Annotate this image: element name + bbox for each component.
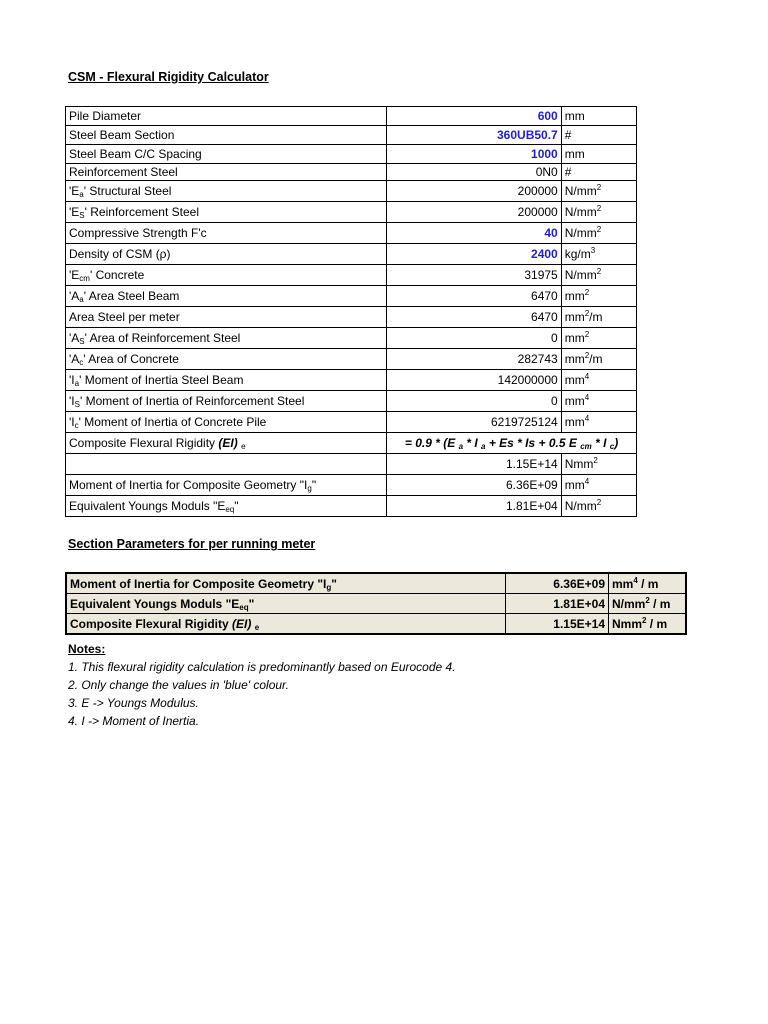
row-ia bbox=[66, 370, 637, 391]
row-es bbox=[66, 202, 637, 223]
row-ei-formula bbox=[66, 433, 637, 454]
ic-value: 6219725124 bbox=[387, 412, 562, 433]
density-unit: $kg/m^3$ bbox=[561, 244, 636, 265]
sec-eeq-unit: $N/mm^2$ / m bbox=[609, 594, 687, 614]
row-steel-beam-spacing bbox=[66, 145, 637, 164]
page-title: CSM - Flexural Rigidity Calculator bbox=[68, 70, 269, 84]
es-unit: $N/mm^2$ bbox=[561, 202, 636, 223]
density-label: Density of CSM (ρ) bbox=[66, 244, 387, 265]
steel-beam-section-unit: # bbox=[561, 126, 636, 145]
ea-value: 200000 bbox=[387, 181, 562, 202]
row-ig bbox=[66, 475, 637, 496]
row-ic bbox=[66, 412, 637, 433]
sec-row-ig bbox=[66, 573, 686, 594]
sec-row-eeq bbox=[66, 594, 686, 614]
row-reinforcement-steel bbox=[66, 164, 637, 181]
ig-unit: $mm^4$ bbox=[561, 475, 636, 496]
row-area-per-meter bbox=[66, 307, 637, 328]
es-label: '$E_S$' Reinforcement Steel bbox=[66, 202, 387, 223]
steel-beam-spacing-label: Steel Beam C/C Spacing bbox=[66, 145, 387, 164]
fc-input[interactable]: 40 bbox=[387, 223, 562, 244]
fc-label: Compressive Strength F'c bbox=[66, 223, 387, 244]
sec-row-ei bbox=[66, 614, 686, 635]
as-unit: $mm^2$ bbox=[561, 328, 636, 349]
ea-unit: $N/mm^2$ bbox=[561, 181, 636, 202]
fc-unit: $N/mm^2$ bbox=[561, 223, 636, 244]
as-label: '$A_S$' Area of Reinforcement Steel bbox=[66, 328, 387, 349]
ei-value: 1.15E+14 bbox=[387, 454, 562, 475]
ei-label: Composite Flexural Rigidity (EI) $_e$ bbox=[66, 433, 387, 454]
pile-diameter-label: Pile Diameter bbox=[66, 107, 387, 126]
area-per-meter-unit: $mm^2/m$ bbox=[561, 307, 636, 328]
aa-value: 6470 bbox=[387, 286, 562, 307]
pile-diameter-unit: mm bbox=[561, 107, 636, 126]
ia-value: 142000000 bbox=[387, 370, 562, 391]
ig-label: Moment of Inertia for Composite Geometry "$I_g$" bbox=[66, 475, 387, 496]
row-is bbox=[66, 391, 637, 412]
is-unit: $mm^4$ bbox=[561, 391, 636, 412]
reinforcement-steel-label: Reinforcement Steel bbox=[66, 164, 387, 181]
row-as bbox=[66, 328, 637, 349]
sec-ei-value: 1.15E+14 bbox=[506, 614, 609, 635]
ei-formula: = 0.9 * (E $_a$ * I $_a$ + Es * Is + 0.5 E $_{cm}$ * I $_c$) bbox=[387, 433, 637, 454]
note-item: 3. E -> Youngs Modulus. bbox=[68, 696, 199, 710]
row-aa bbox=[66, 286, 637, 307]
sec-ei-label: Composite Flexural Rigidity (EI) $_e$ bbox=[66, 614, 506, 635]
notes bbox=[68, 640, 456, 730]
density-input[interactable]: 2400 bbox=[387, 244, 562, 265]
aa-label: '$A_a$' Area Steel Beam bbox=[66, 286, 387, 307]
steel-beam-section-input[interactable]: 360UB50.7 bbox=[387, 126, 562, 145]
section-title: Section Parameters for per running meter bbox=[68, 537, 316, 551]
sec-ei-unit: Nmm$^2$ / m bbox=[609, 614, 687, 635]
note-item: 2. Only change the values in 'blue' colour. bbox=[68, 678, 289, 692]
area-per-meter-label: Area Steel per meter bbox=[66, 307, 387, 328]
sec-eeq-label: Equivalent Youngs Moduls "$E_{eq}$" bbox=[66, 594, 506, 614]
note-item: 1. This flexural rigidity calculation is predominantly based on Eurocode 4. bbox=[68, 660, 456, 674]
ia-unit: $mm^4$ bbox=[561, 370, 636, 391]
ecm-value: 31975 bbox=[387, 265, 562, 286]
ei-value-blank bbox=[66, 454, 387, 475]
area-per-meter-value: 6470 bbox=[387, 307, 562, 328]
reinforcement-steel-value: 0N0 bbox=[387, 164, 562, 181]
aa-unit: $mm^2$ bbox=[561, 286, 636, 307]
parameters-table bbox=[65, 106, 637, 517]
eeq-value: 1.81E+04 bbox=[387, 496, 562, 517]
as-value: 0 bbox=[387, 328, 562, 349]
ac-label: '$A_c$' Area of Concrete bbox=[66, 349, 387, 370]
ig-value: 6.36E+09 bbox=[387, 475, 562, 496]
row-ecm bbox=[66, 265, 637, 286]
notes-heading: Notes: bbox=[68, 642, 106, 656]
is-value: 0 bbox=[387, 391, 562, 412]
ecm-label: '$E_{cm}$' Concrete bbox=[66, 265, 387, 286]
eeq-unit: $N/mm^2$ bbox=[561, 496, 636, 517]
row-fc bbox=[66, 223, 637, 244]
ia-label: '$I_a$' Moment of Inertia Steel Beam bbox=[66, 370, 387, 391]
sec-ig-label: Moment of Inertia for Composite Geometry "$I_g$" bbox=[66, 573, 506, 594]
row-eeq bbox=[66, 496, 637, 517]
ac-value: 282743 bbox=[387, 349, 562, 370]
row-ea bbox=[66, 181, 637, 202]
steel-beam-spacing-unit: mm bbox=[561, 145, 636, 164]
row-pile-diameter bbox=[66, 107, 637, 126]
ei-unit: Nmm$^2$ bbox=[561, 454, 636, 475]
ic-unit: $mm^4$ bbox=[561, 412, 636, 433]
sec-eeq-value: 1.81E+04 bbox=[506, 594, 609, 614]
sec-ig-value: 6.36E+09 bbox=[506, 573, 609, 594]
eeq-label: Equivalent Youngs Moduls "$E_{eq}$" bbox=[66, 496, 387, 517]
note-item: 4. I -> Moment of Inertia. bbox=[68, 714, 200, 728]
ea-label: '$E_a$' Structural Steel bbox=[66, 181, 387, 202]
row-ei-value bbox=[66, 454, 637, 475]
is-label: '$I_S$' Moment of Inertia of Reinforcement Steel bbox=[66, 391, 387, 412]
es-value: 200000 bbox=[387, 202, 562, 223]
row-density bbox=[66, 244, 637, 265]
steel-beam-section-label: Steel Beam Section bbox=[66, 126, 387, 145]
sec-ig-unit: $mm^4$ / m bbox=[609, 573, 687, 594]
steel-beam-spacing-input[interactable]: 1000 bbox=[387, 145, 562, 164]
section-parameters-table bbox=[65, 572, 687, 635]
row-steel-beam-section bbox=[66, 126, 637, 145]
reinforcement-steel-unit: # bbox=[561, 164, 636, 181]
ac-unit: $mm^2/m$ bbox=[561, 349, 636, 370]
pile-diameter-input[interactable]: 600 bbox=[387, 107, 562, 126]
ic-label: '$I_c$' Moment of Inertia of Concrete Pile bbox=[66, 412, 387, 433]
row-ac bbox=[66, 349, 637, 370]
ecm-unit: $N/mm^2$ bbox=[561, 265, 636, 286]
